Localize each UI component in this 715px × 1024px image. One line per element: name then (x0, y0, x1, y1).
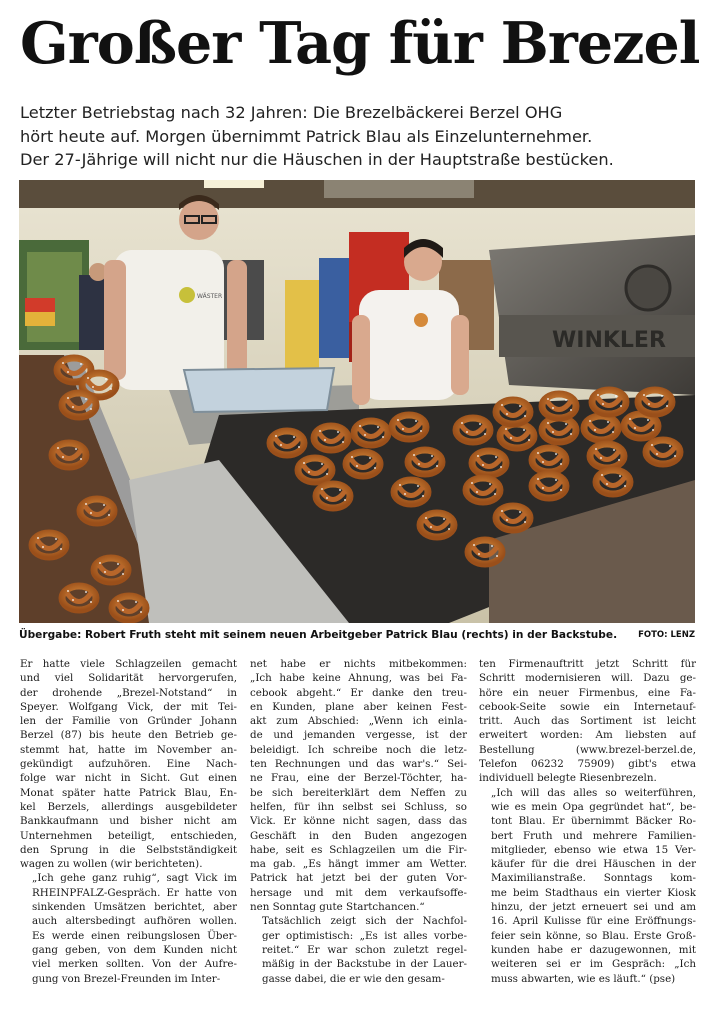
article-paragraph (20, 657, 237, 871)
article-line: len der Familie von Gründer Johann (20, 715, 237, 728)
article-line: Telefon 06232 75909) gibt's etwa (479, 758, 696, 771)
article-line: muss abwarten, wie es läuft.“ (pse) (491, 972, 676, 985)
article-line: 16. April Kulisse für eine Eröffnungs- (491, 915, 696, 928)
article-line: mäßig in der Backstube in der Lauer- (262, 958, 467, 971)
article-line: sinkenden Umsätzen berichtet, aber (32, 901, 237, 914)
article-line: tont Blau. Er übernimmt Bäcker Ro- (491, 815, 696, 828)
article-line: feier sein könne, so Blau. Erste Groß- (491, 929, 696, 942)
article-line: helfen, für ihn selbst sei Schluss, so (250, 800, 467, 813)
shirt-logo-text: WÄSTER (197, 293, 223, 300)
article-line: „Ich habe keine Ahnung, was bei Fa- (250, 672, 467, 685)
article-column-1 (20, 657, 237, 986)
article-line: gang geben, von dem Kunden nicht (32, 943, 237, 956)
oven-brand-text: WINKLER (552, 328, 666, 353)
lead-line: Letzter Betriebstag nach 32 Jahren: Die Brezelbäckerei Berzel OHG (20, 103, 563, 122)
article-line: beleidigt. Ich schreibe noch die letz- (250, 743, 467, 756)
article-line: auch altersbedingt aufhören wollen. (32, 915, 237, 928)
article-line: cebook abgeht.“ Er danke den treu- (250, 686, 467, 699)
article-line: Bestellung (www.brezel-berzel.de, (479, 743, 696, 756)
article-line: „Ich gehe ganz ruhig“, sagt Vick im (32, 872, 237, 885)
article-line: tritt. Auch das Sortiment ist leicht (479, 715, 696, 728)
article-line: be sich bereiterklärt dem Neffen zu (250, 786, 467, 799)
article-line: Schritt modernisieren will. Dazu ge- (479, 672, 696, 685)
article-line: viel merken sollten. Von der Aufre- (32, 958, 237, 971)
article-line: Er hatte viele Schlagzeilen gemacht (20, 658, 237, 670)
article-line: „Ich will das alles so weiterführen, (491, 786, 696, 799)
article-line: cebook-Seite sowie ein Internetauf- (479, 700, 696, 713)
caption-text: Übergabe: Robert Fruth steht mit seinem neuen Arbeitgeber Patrick Blau (rechts) in der Backstube. (19, 629, 618, 641)
article-line: wagen zu wollen (wir berichteten). (20, 858, 203, 871)
headline: Großer Tag für Brezel (20, 10, 700, 77)
article-line: hinzu, der jetzt erneuert sei und am (491, 901, 696, 914)
article-paragraph (250, 657, 467, 914)
article-line: Patrick hat jetzt bei der guten Vor- (250, 872, 467, 885)
article-line: höre ein neuer Firmenbus, eine Fa- (479, 686, 696, 699)
article-line: weiteren sei er im Gespräch: „Ich (491, 958, 696, 971)
photo-credit: FOTO: LENZ (638, 630, 695, 640)
article-line: ten Rechnungen und das war's.“ Sei- (250, 758, 467, 771)
article-paragraph (20, 871, 237, 985)
article-paragraph (250, 914, 467, 985)
article-line: RHEINPFALZ-Gespräch. Er hatte von (32, 886, 237, 899)
article-line: erweitert worden: Am liebsten auf (479, 729, 696, 742)
article-line: ger optimistisch: „Es ist alles vorbe- (262, 929, 467, 942)
article-line: Vick. Er könne nicht sagen, dass das (250, 815, 467, 828)
article-line: habe, seit es Schlagzeilen um die Fir- (250, 843, 467, 856)
article-line: de und jemanden vergesse, ist der (250, 729, 467, 742)
article-line: reitet.“ Er war schon zuletzt regel- (262, 943, 467, 956)
article-line: mitglieder, ebenso wie etwa 15 Ver- (491, 843, 696, 856)
article-line: net habe er nichts mitbekommen: (250, 658, 467, 670)
article-line: Speyer. Wolfgang Vick, der mit Tei- (20, 700, 237, 713)
article-line: folge war nicht in Sicht. Gut einen (20, 772, 237, 785)
article-line: gasse dabei, die er wie den gesam- (262, 972, 445, 985)
article-line: en Kunden, plane aber keinen Fest- (250, 700, 467, 713)
article-paragraph (479, 786, 696, 986)
article-line: hersage und mit dem verkaufsoffe- (250, 886, 467, 899)
article-line: gung von Brezel-Freunden im Inter- (32, 972, 221, 985)
lead-paragraph (20, 101, 700, 172)
bakery-scene-illustration (19, 180, 695, 623)
article-line: Unternehmen beteiligt, entschieden, (20, 829, 237, 842)
bakery-photo (19, 180, 695, 623)
lead-line: hört heute auf. Morgen übernimmt Patrick Blau als Einzelunternehmer. (20, 126, 593, 146)
article-line: Es werde einen reibungslosen Über- (32, 929, 237, 942)
lead-line: Der 27-Jährige will nicht nur die Häuschen in der Hauptstraße bestücken. (20, 150, 614, 169)
article-line: Tatsächlich zeigt sich der Nachfol- (262, 915, 467, 928)
article-line: Berzel (87) bis heute den Betrieb ge- (20, 729, 237, 742)
article-line: der drohende „Brezel-Notstand“ in (20, 686, 237, 699)
article-line: Monat später hatte Patrick Blau, En- (20, 786, 237, 799)
article-line: me beim Stadthaus ein vierter Kiosk (491, 886, 696, 899)
article-line: den Sprung in die Selbstständigkeit (20, 843, 237, 856)
article-line: akt zum Abschied: „Wenn ich einla- (250, 715, 467, 728)
article-line: ne Frau, eine der Berzel-Töchter, ha- (250, 772, 467, 785)
photo-caption (19, 627, 695, 643)
article-line: gekündigt aufzuhören. Eine Nach- (20, 758, 237, 771)
article-line: und viel Solidarität hervorgerufen, (20, 672, 237, 685)
article-column-2 (250, 657, 467, 986)
article-line: Geschäft in den Buden angezogen (250, 829, 467, 842)
article-line: kel Berzels, allerdings ausgebildeter (20, 800, 237, 813)
article-line: wie es mein Opa gegründet hat“, be- (491, 800, 696, 813)
article-paragraph (479, 657, 696, 786)
article-line: nen Sonntag gute Startchancen.“ (250, 901, 425, 914)
article-line: stemmt hat, hatte im November an- (20, 743, 237, 756)
article-line: Maximilianstraße. Sonntags kom- (491, 872, 696, 885)
article-line: ma gab. „Es hängt immer am Wetter. (250, 858, 467, 871)
article-line: individuell belegte Riesenbrezeln. (479, 772, 657, 785)
article-column-3 (479, 657, 696, 986)
article-line: bert Fruth und mehrere Familien- (491, 829, 696, 842)
article-line: ten Firmenauftritt jetzt Schritt für (479, 658, 696, 670)
article-line: Bankkaufmann und bisher nicht am (20, 815, 237, 828)
article-line: kunden habe er dazugewonnen, mit (491, 943, 696, 956)
article-line: käufer für die drei Häuschen in der (491, 858, 696, 871)
